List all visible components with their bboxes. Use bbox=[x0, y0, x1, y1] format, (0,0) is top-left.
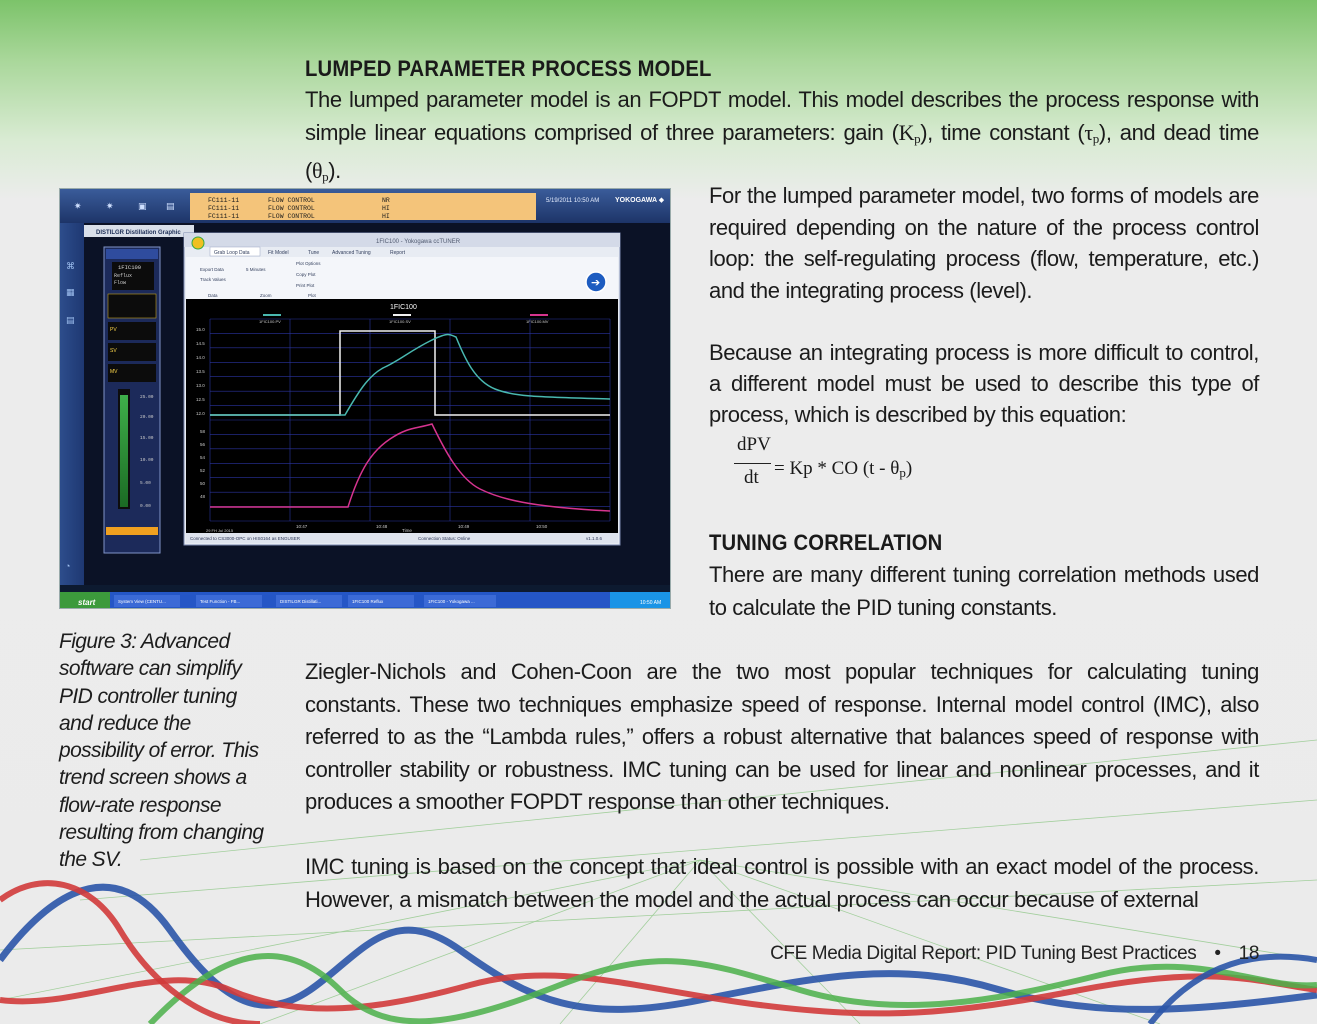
faceplate-level-bar bbox=[120, 395, 128, 507]
tab-grab-loop-data[interactable]: Grab Loop Data bbox=[214, 250, 250, 256]
y-tick-label: 15.0 bbox=[196, 327, 205, 332]
y-tick-label: 58 bbox=[200, 429, 206, 434]
ribbon-print-plot[interactable]: Print Plot bbox=[296, 283, 315, 288]
y-tick-label: 54 bbox=[200, 455, 206, 460]
svg-text:▣: ▣ bbox=[138, 201, 147, 211]
ribbon-copy-plot[interactable]: Copy Plot bbox=[296, 272, 316, 277]
legend-label: 1FIC100.PV bbox=[259, 319, 281, 324]
svg-text:Zoom: Zoom bbox=[260, 293, 272, 298]
x-tick-label: 10:47 bbox=[296, 524, 308, 529]
datetime-text: 5/19/2011 10:50 AM bbox=[546, 198, 600, 204]
y-tick-label: 14.5 bbox=[196, 341, 205, 346]
y-tick-label: 52 bbox=[200, 468, 206, 473]
figure-tuner-screenshot bbox=[59, 188, 671, 609]
intro-line-2: simple linear equations comprised of three parameters: gain $(K_p)$, time constant $(\tau_p)$, and dead time $(\theta_p)$. bbox=[305, 119, 1259, 184]
legend-label: 1FIC100.SV bbox=[389, 319, 411, 324]
svg-text:Data: Data bbox=[208, 293, 218, 298]
alarm-tag-2: FC111-11 bbox=[208, 205, 240, 212]
svg-text:✷: ✷ bbox=[74, 201, 82, 211]
paragraph-tuning-methods: There are many different tuning correlation methods used to calculate the PID tuning constants. bbox=[709, 562, 1259, 620]
svg-text:▤: ▤ bbox=[66, 315, 75, 325]
taskbar-item-5[interactable]: 1FIC100 - Yokogawa ... bbox=[428, 599, 475, 604]
faceplate-tag: 1FIC100 bbox=[118, 264, 142, 271]
svg-text:⌘: ⌘ bbox=[66, 261, 75, 271]
taskbar-item-3[interactable]: DISTILGR Distillati... bbox=[280, 599, 322, 604]
y-tick-label: 12.5 bbox=[196, 397, 205, 402]
page-footer bbox=[770, 943, 1259, 965]
tab-report[interactable]: Report bbox=[390, 250, 406, 256]
equation-rhs: = Kp * CO $(t - \theta_p)$ bbox=[774, 458, 913, 480]
svg-text:25.00: 25.00 bbox=[140, 395, 154, 400]
tuner-logo-icon bbox=[192, 237, 204, 249]
section-heading-lumped-model: LUMPED PARAMETER PROCESS MODEL bbox=[305, 56, 712, 81]
x-tick-label: 10:48 bbox=[376, 524, 388, 529]
tuner-window-title: 1FIC100 - Yokogawa ccTUNER bbox=[376, 239, 461, 245]
svg-text:20.00: 20.00 bbox=[140, 415, 154, 420]
figure-caption: Figure 3: Advanced software can simplify PID controller tuning and reduce the possibility of error. This trend screen shows a flow-rate response resulting from changing the SV. bbox=[59, 630, 264, 872]
svg-text:◔: ◔ bbox=[65, 561, 71, 571]
equation-fraction-bar bbox=[734, 463, 771, 464]
ribbon-plot-options[interactable]: Plot Options bbox=[296, 261, 321, 266]
arrow-right-icon: ➔ bbox=[591, 277, 601, 289]
svg-text:5.00: 5.00 bbox=[140, 481, 151, 486]
y-tick-label: 13.5 bbox=[196, 369, 205, 374]
alarm-desc-1: FLOW CONTROL bbox=[268, 197, 315, 204]
faceplate bbox=[104, 247, 160, 553]
faceplate-line-2: Flow bbox=[114, 280, 127, 286]
alarm-status-2: HI bbox=[382, 205, 390, 212]
x-tick-label: 10:50 bbox=[536, 524, 548, 529]
taskbar-clock: 10:50 AM bbox=[640, 600, 662, 606]
alarm-status-1: NR bbox=[382, 197, 390, 204]
alarm-desc-2: FLOW CONTROL bbox=[268, 205, 315, 212]
graphic-window-title: DISTILGR Distillation Graphic bbox=[96, 230, 181, 236]
svg-text:PV: PV bbox=[110, 327, 117, 333]
equation-numerator: dPV bbox=[737, 434, 771, 455]
svg-text:▦: ▦ bbox=[66, 287, 75, 297]
svg-text:start: start bbox=[78, 598, 96, 607]
svg-text:✷: ✷ bbox=[106, 201, 114, 211]
alarm-tag-1: FC111-11 bbox=[208, 197, 240, 204]
tab-advanced-tuning[interactable]: Advanced Tuning bbox=[332, 250, 371, 256]
svg-text:MV: MV bbox=[110, 369, 118, 375]
footer-report-title: CFE Media Digital Report: PID Tuning Best Practices bbox=[770, 943, 1197, 964]
brand-logo: YOKOGAWA ◆ bbox=[615, 197, 665, 204]
trend-title: 1FIC100 bbox=[390, 304, 417, 311]
svg-text:0.00: 0.00 bbox=[140, 504, 151, 509]
ribbon-export-data[interactable]: Export Data bbox=[200, 267, 224, 272]
trend-plot bbox=[186, 299, 618, 533]
status-version: v1.1.0.6 bbox=[586, 536, 603, 541]
faceplate-line-1: Reflux bbox=[114, 273, 133, 279]
taskbar-item-1[interactable]: System View (CENTU... bbox=[118, 599, 166, 604]
screenshot-svg bbox=[60, 189, 671, 609]
paragraph-imc-tuning: IMC tuning is based on the concept that ideal control is possible with an exact model of the process. However, a mismatch between the model and the actual process can occur because of external bbox=[305, 854, 1259, 912]
x-tick-label: 10:49 bbox=[458, 524, 470, 529]
intro-line-1: The lumped parameter model is an FOPDT model. This model describes the process response with bbox=[305, 87, 1259, 112]
taskbar-item-2[interactable]: Test Function - FB... bbox=[200, 599, 241, 604]
y-tick-label: 13.0 bbox=[196, 383, 205, 388]
status-online: Connection Status: Online bbox=[418, 536, 471, 541]
svg-text:Plot: Plot bbox=[308, 293, 316, 298]
intro-paragraph bbox=[305, 84, 1259, 194]
paragraph-two-forms: For the lumped parameter model, two forms of models are required depending on the nature of the process control loop: the self-regulating process (flow, temperature, etc.) and the integrating process (level). bbox=[709, 183, 1259, 303]
y-tick-label: 50 bbox=[200, 481, 206, 486]
paragraph-integrating: Because an integrating process is more difficult to control, a different model must be used to describe this type of process, which is described by this equation: bbox=[709, 340, 1259, 427]
tab-fit-model[interactable]: Fit Model bbox=[268, 250, 289, 256]
ribbon-track-values[interactable]: Track Values bbox=[200, 277, 226, 282]
x-axis-label: Time bbox=[402, 528, 412, 533]
alarm-status-3: HI bbox=[382, 213, 390, 220]
section-heading-tuning-correlation: TUNING CORRELATION bbox=[709, 530, 943, 555]
alarm-tag-3: FC111-11 bbox=[208, 213, 240, 220]
svg-text:SV: SV bbox=[110, 348, 117, 354]
footer-bullet: • bbox=[1214, 943, 1221, 964]
x-start-label: 29 FH Jul 2015 bbox=[206, 528, 234, 533]
y-tick-label: 12.0 bbox=[196, 411, 205, 416]
svg-text:▤: ▤ bbox=[166, 201, 175, 211]
svg-text:10.00: 10.00 bbox=[140, 458, 154, 463]
svg-text:15.00: 15.00 bbox=[140, 436, 154, 441]
tab-tune[interactable]: Tune bbox=[308, 250, 320, 256]
alarm-desc-3: FLOW CONTROL bbox=[268, 213, 315, 220]
equation-denominator: dt bbox=[744, 467, 759, 488]
page-number: 18 bbox=[1238, 943, 1259, 964]
legend-label: 1FIC100.MV bbox=[526, 319, 549, 324]
integrating-equation bbox=[734, 434, 954, 494]
y-tick-label: 14.0 bbox=[196, 355, 205, 360]
paragraph-ziegler-nichols: Ziegler-Nichols and Cohen-Coon are the two most popular techniques for calculating tuning constants. These two techniques emphasize speed of response. Internal model control (IMC), also referred to as the “Lambda rules,” offers a robust alternative that balances speed of response with controller stability or robustness. IMC tuning can be used for linear and nonlinear processes, and it produces a smoother FOPDT response than other techniques. bbox=[305, 659, 1259, 814]
y-tick-label: 48 bbox=[200, 494, 206, 499]
status-connection: Connected to CS3000-OPC on HIS0164 as ENGUSER bbox=[190, 536, 301, 541]
ribbon-zoom-minutes[interactable]: 5 Minutes bbox=[246, 267, 266, 272]
alarm-banner bbox=[190, 193, 536, 220]
taskbar-item-4[interactable]: 1FIC100 Reflux bbox=[352, 599, 384, 604]
y-tick-label: 56 bbox=[200, 442, 206, 447]
